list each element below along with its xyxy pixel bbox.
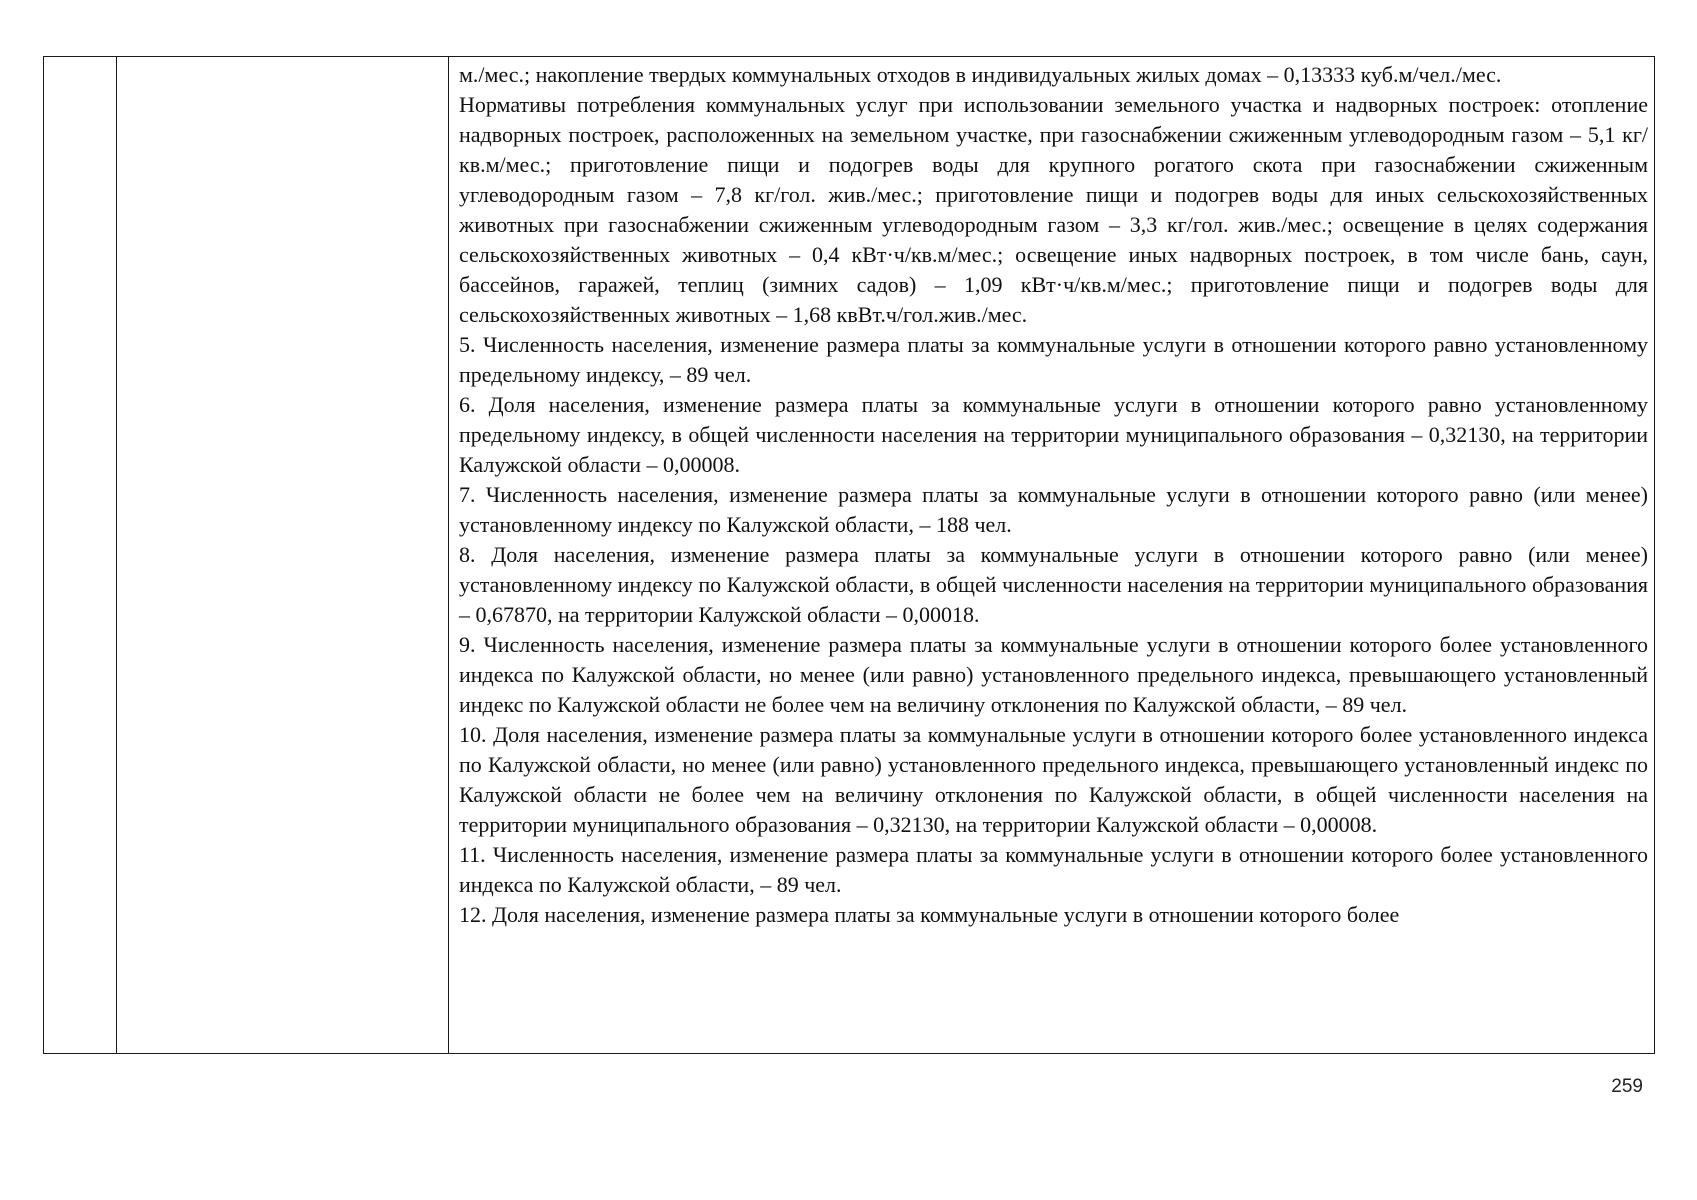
- paragraph: 9. Численность населения, изменение размера платы за коммунальные услуги в отношении которого более установленного индекса по Калужской области, но менее (или равно) установленного предельного индекса, превышающего установленный индекс по Калужской области не более чем на величину отклонения по Калужской области, – 89 чел.: [459, 632, 1648, 717]
- paragraph: 8. Доля населения, изменение размера платы за коммунальные услуги в отношении которого равно (или менее) установленному индексу по Калужской области, в общей численности населения на территории муниципального образования – 0,67870, на территории Калужской области – 0,00018.: [459, 542, 1648, 627]
- paragraph: 5. Численность населения, изменение размера платы за коммунальные услуги в отношении которого равно установленному предельному индексу, – 89 чел.: [459, 332, 1648, 387]
- table-column-number: [44, 57, 117, 1053]
- paragraph: 6. Доля населения, изменение размера платы за коммунальные услуги в отношении которого равно установленному предельному индексу, в общей численности населения на территории муниципального образования – 0,32130, на территории Калужской области – 0,00008.: [459, 392, 1648, 477]
- paragraph: Нормативы потребления коммунальных услуг при использовании земельного участка и надворных построек: отопление надворных построек, расположенных на земельном участке, при газоснабжении сжиженным углеводородным газом – 5,1 кг/кв.м/мес.; приготовление пищи и подогрев воды для крупного рогатого скота при газоснабжении сжиженным углеводородным газом – 7,8 кг/гол. жив./мес.; приготовление пищи и подогрев воды для иных сельскохозяйственных животных при газоснабжении сжиженным углеводородным газом – 3,3 кг/гол. жив./мес.; освещение в целях содержания сельскохозяйственных животных – 0,4 кВт·ч/кв.м/мес.; освещение иных надворных построек, в том числе бань, саун, бассейнов, гаражей, теплиц (зимних садов) – 1,09 кВт·ч/кв.м/мес.; приготовление пищи и подогрев воды для сельскохозяйственных животных – 1,68 квВт.ч/гол.жив./мес.: [459, 92, 1648, 327]
- paragraph: 10. Доля населения, изменение размера платы за коммунальные услуги в отношении которого более установленного индекса по Калужской области, но менее (или равно) установленного предельного индекса, превышающего установленный индекс по Калужской области не более чем на величину отклонения по Калужской области, в общей численности населения на территории муниципального образования – 0,32130, на территории Калужской области – 0,00008.: [459, 722, 1648, 837]
- table-column-name: [117, 57, 449, 1053]
- table-column-content: [449, 57, 1654, 1053]
- paragraph: 11. Численность населения, изменение размера платы за коммунальные услуги в отношении которого более установленного индекса по Калужской области, – 89 чел.: [459, 842, 1648, 897]
- paragraph: 7. Численность населения, изменение размера платы за коммунальные услуги в отношении которого равно (или менее) установленному индексу по Калужской области, – 188 чел.: [459, 482, 1648, 537]
- paragraph: м./мес.; накопление твердых коммунальных отходов в индивидуальных жилых домах – 0,13333 куб.м/чел./мес.: [459, 62, 1502, 87]
- page-number: 259: [1611, 1076, 1643, 1097]
- document-table: [43, 56, 1655, 1054]
- paragraph: 12. Доля населения, изменение размера платы за коммунальные услуги в отношении которого более: [459, 902, 1400, 927]
